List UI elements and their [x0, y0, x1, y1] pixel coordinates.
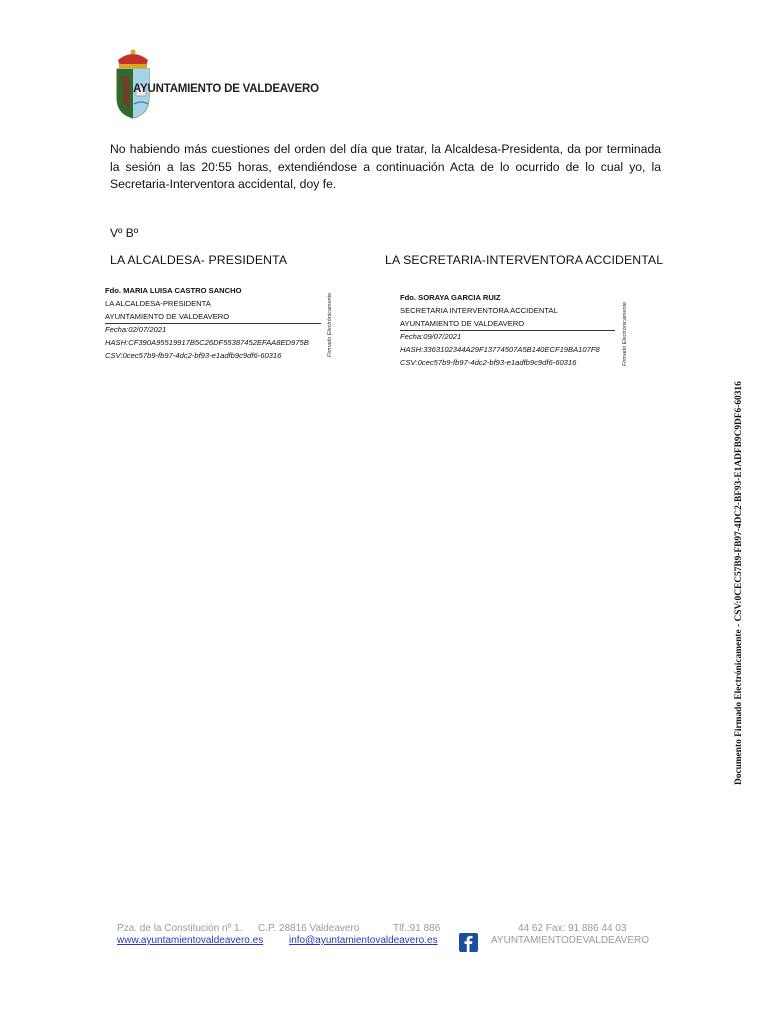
footer-address: Pza. de la Constitución nº 1. [117, 923, 243, 934]
electronic-signature-stamp: Firmado Electrónicamente [622, 301, 628, 366]
signer-position: LA ALCALDESA-PRESIDENTA [105, 298, 211, 308]
signer-organization: AYUNTAMIENTO DE VALDEAVERO [105, 311, 321, 325]
signature-date: Fecha:02/07/2021 [105, 325, 167, 335]
facebook-icon[interactable] [459, 933, 478, 952]
right-role-heading: LA SECRETARIA-INTERVENTORA ACCIDENTAL [385, 253, 664, 267]
signer-name: Fdo. MARIA LUISA CASTRO SANCHO [105, 286, 242, 295]
footer-postal: C.P. 28816 Valdeavero [258, 923, 360, 934]
signature-hash: HASH:3363102344A29F13774507A5B140ECF19BA107F8 [400, 345, 600, 355]
signature-csv: CSV:0cec57b9-fb97-4dc2-bf93-e1adfb9c9df6-60316 [105, 350, 282, 360]
social-handle: AYUNTAMIENTODEVALDEAVERO [491, 935, 649, 946]
csv-verification-note: Documento Firmado Electrónicamente - CSV:0CEC57B9-FB97-4DC2-BF93-E1ADFB9C9DF6-60316 [734, 381, 744, 785]
signer-position: SECRETARIA INTERVENTORA ACCIDENTAL [400, 305, 558, 315]
footer-phone: Tlf.:91 886 [393, 923, 441, 934]
signature-hash: HASH:CF390A95519917B5C26DF55387452EFAA8ED975B [105, 338, 309, 348]
email-link[interactable]: info@ayuntamientovaldeavero.es [289, 935, 438, 946]
signer-organization: AYUNTAMIENTO DE VALDEAVERO [400, 318, 615, 332]
electronic-signature-stamp: Firmado Electrónicamente [327, 292, 333, 357]
website-link[interactable]: www.ayuntamientovaldeavero.es [117, 935, 264, 946]
approval-mark: Vº Bº [110, 226, 139, 240]
signature-date: Fecha:09/07/2021 [400, 332, 462, 342]
closing-paragraph: No habiendo más cuestiones del orden del día que tratar, la Alcaldesa-Presidenta, da por terminada la sesión a las 20:55 horas, extendiéndose a continuación Acta de lo ocurrido de lo cual yo, la Secretaria-Interventora accidental, doy fe. [110, 142, 661, 191]
signature-block-secretary [400, 292, 615, 370]
signer-name: Fdo. SORAYA GARCIA RUIZ [400, 293, 501, 302]
left-role-heading: LA ALCALDESA- PRESIDENTA [110, 253, 288, 267]
organization-name: AYUNTAMIENTO DE VALDEAVERO [133, 83, 319, 95]
signature-csv: CSV:0cec57b9-fb97-4dc2-bf93-e1adfb9c9df6-60316 [400, 357, 577, 367]
footer-phone-fax: 44 62 Fax: 91 886 44 03 [518, 923, 627, 934]
signature-block-mayor [105, 285, 321, 363]
